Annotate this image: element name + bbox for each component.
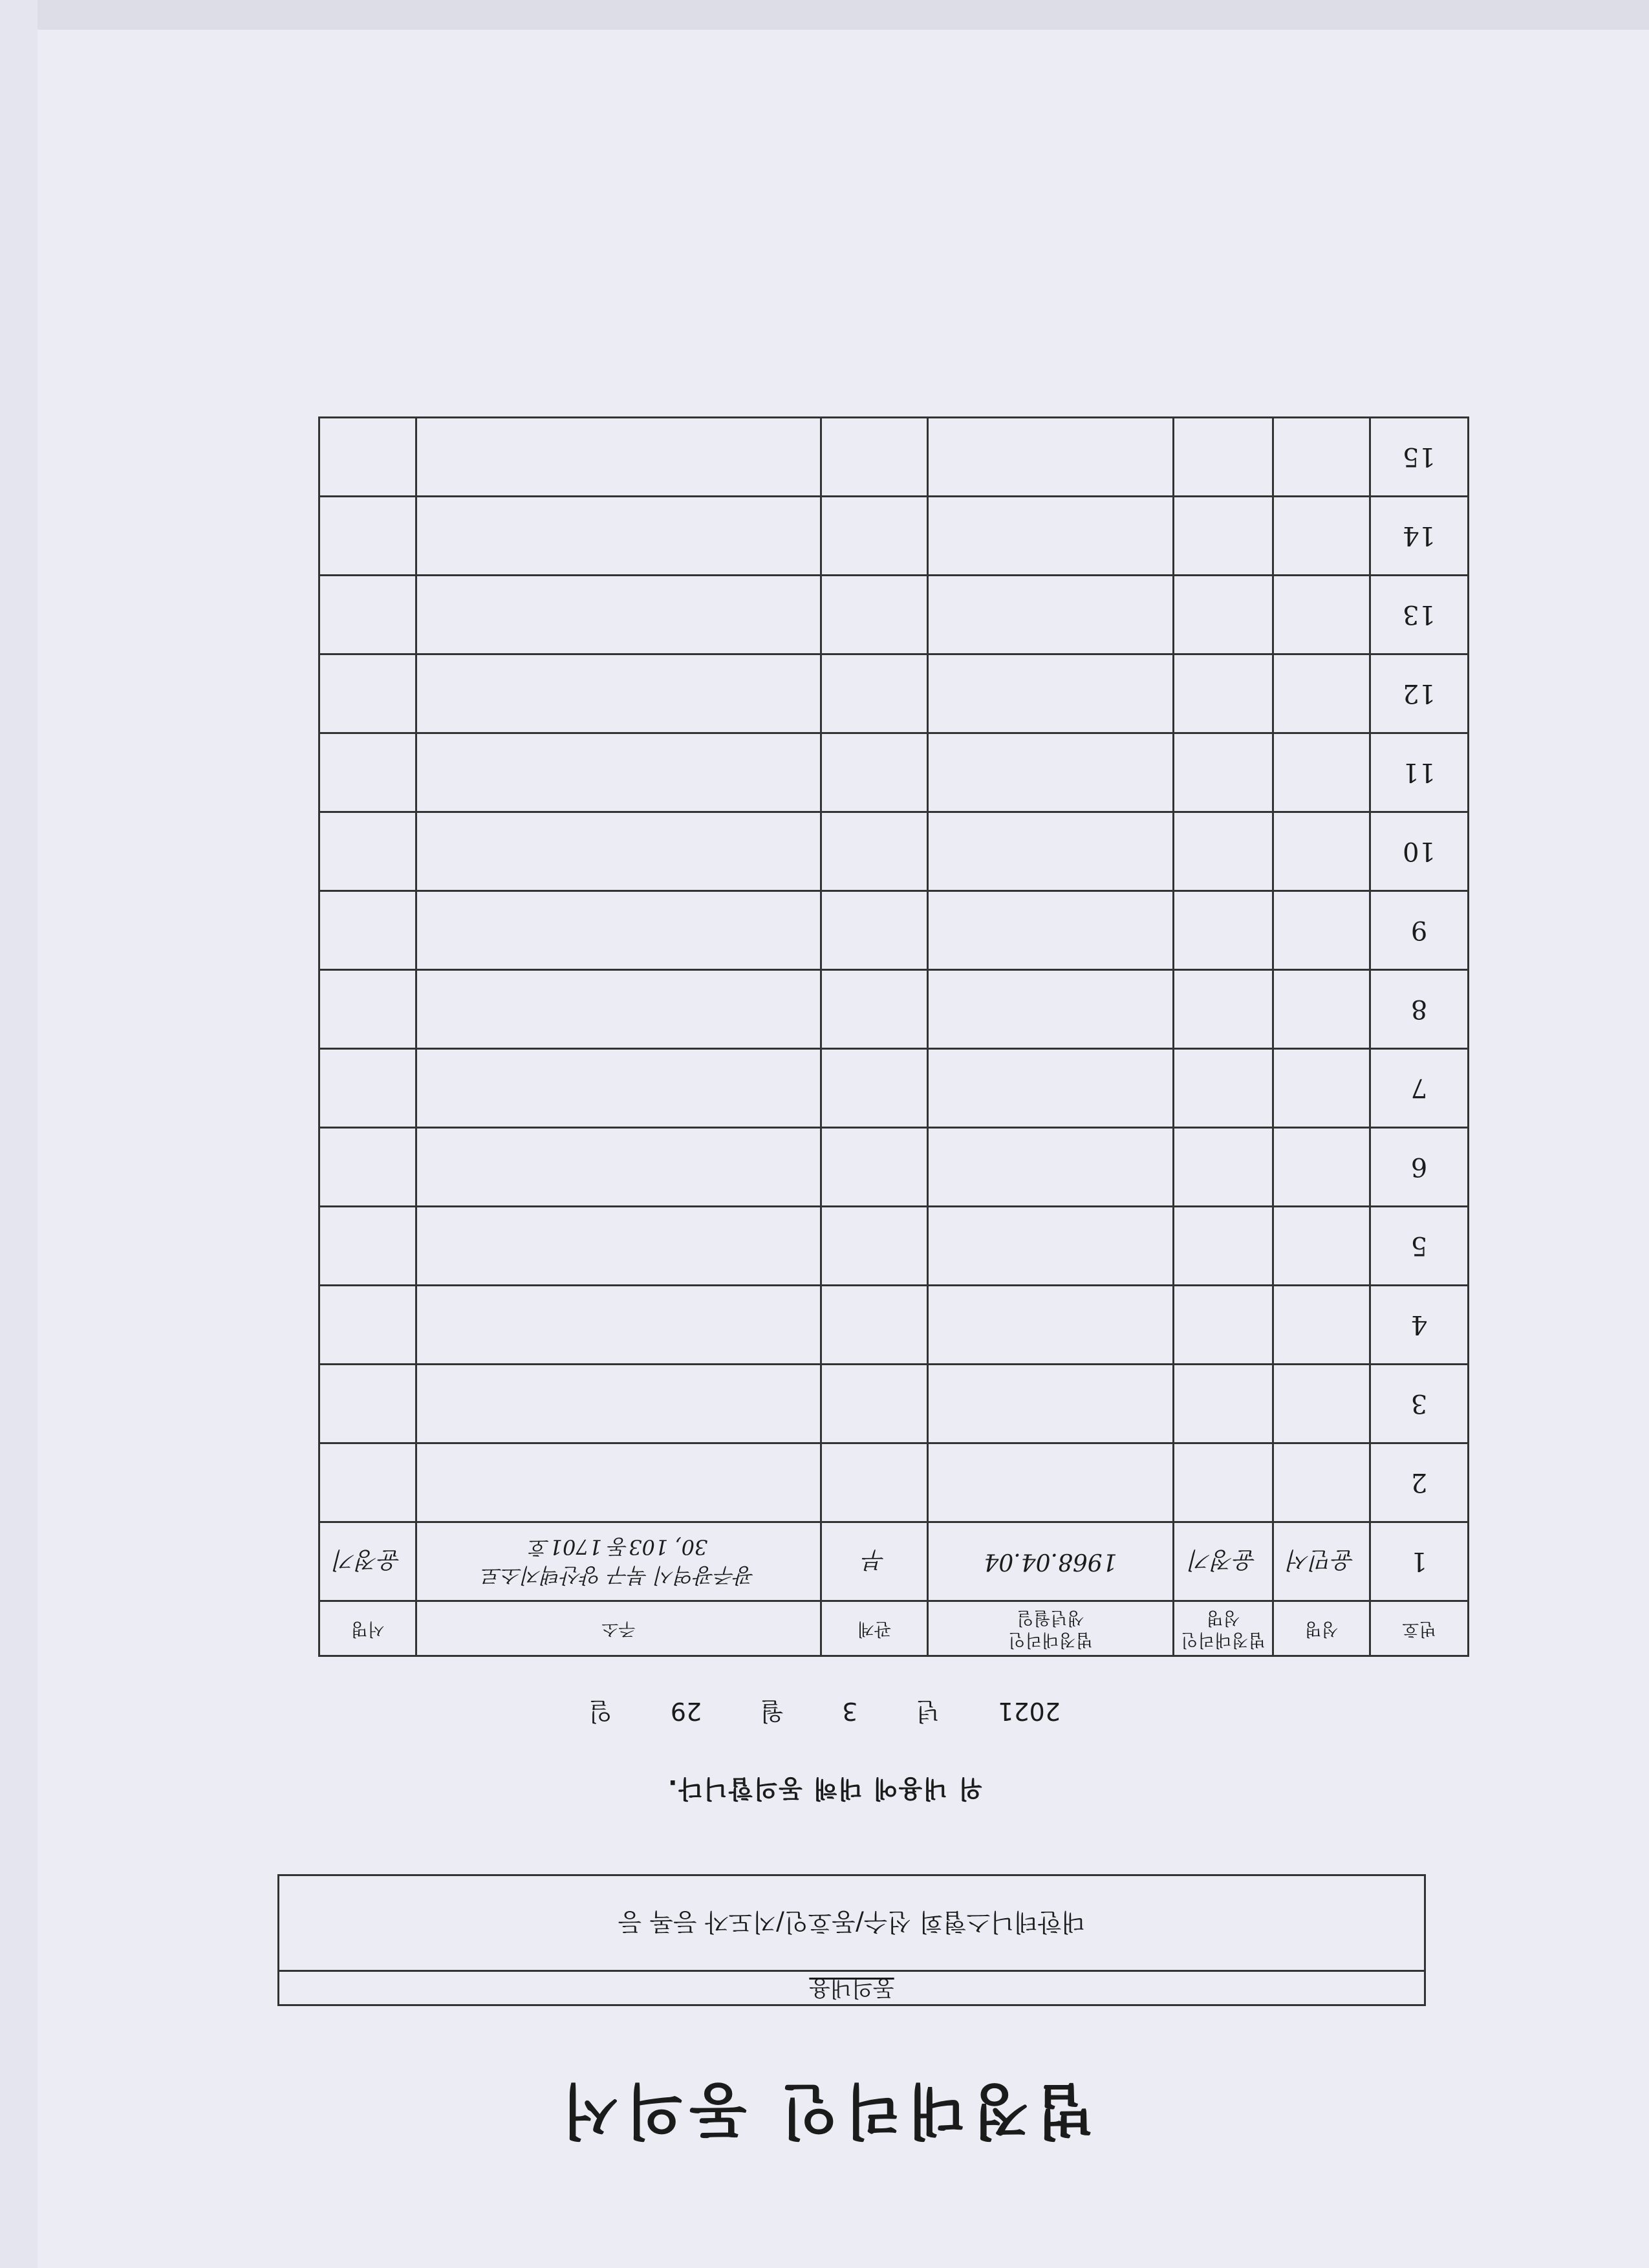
cell-guardian-birth (928, 1443, 1174, 1522)
cell-relation (821, 1049, 928, 1128)
cell-address (416, 891, 821, 970)
cell-relation (821, 1365, 928, 1443)
cell-signature (319, 497, 416, 576)
cell-name (1273, 1365, 1370, 1443)
cell-guardian-name (1174, 970, 1273, 1049)
cell-name (1273, 1443, 1370, 1522)
cell-no: 6 (1370, 1128, 1469, 1207)
cell-name (1273, 1128, 1370, 1207)
cell-guardian-birth (928, 654, 1174, 733)
cell-guardian-birth (928, 733, 1174, 812)
cell-guardian-name (1174, 891, 1273, 970)
cell-relation (821, 418, 928, 497)
cell-name (1273, 418, 1370, 497)
cell-address (416, 970, 821, 1049)
table-row (319, 1049, 1469, 1128)
cell-guardian-name (1174, 1443, 1273, 1522)
cell-signature (319, 576, 416, 654)
cell-guardian-name (1174, 654, 1273, 733)
address-line-2: 30, 103동 1701호 (529, 1535, 708, 1560)
cell-signature (319, 1286, 416, 1365)
table-row (319, 1207, 1469, 1286)
cell-address (416, 497, 821, 576)
cell-address (416, 1522, 821, 1601)
cell-address (416, 654, 821, 733)
cell-guardian-birth (928, 1286, 1174, 1365)
cell-address (416, 1365, 821, 1443)
cell-address (416, 1207, 821, 1286)
cell-address (416, 733, 821, 812)
cell-guardian-name (1174, 497, 1273, 576)
header-relation: 관계 (821, 1601, 928, 1656)
cell-relation (821, 891, 928, 970)
cell-relation (821, 654, 928, 733)
header-signature: 서명 (319, 1601, 416, 1656)
cell-name (1273, 1049, 1370, 1128)
cell-name (1273, 497, 1370, 576)
cell-guardian-name (1174, 1286, 1273, 1365)
cell-guardian-name (1174, 812, 1273, 891)
cell-guardian-name (1174, 1207, 1273, 1286)
cell-name (1273, 1286, 1370, 1365)
cell-relation (821, 497, 928, 576)
cell-relation (821, 576, 928, 654)
cell-guardian-name (1174, 576, 1273, 654)
cell-signature (319, 1443, 416, 1522)
cell-no: 14 (1370, 497, 1469, 576)
cell-no: 3 (1370, 1365, 1469, 1443)
date-year: 2021 (998, 1697, 1061, 1725)
cell-relation (821, 970, 928, 1049)
date-month-unit: 월 (760, 1697, 784, 1725)
cell-name (1273, 576, 1370, 654)
cell-guardian-birth (928, 1365, 1174, 1443)
table-row (319, 576, 1469, 654)
header-address: 주소 (416, 1601, 821, 1656)
cell-guardian-birth (928, 891, 1174, 970)
table-row (319, 418, 1469, 497)
cell-signature (319, 733, 416, 812)
consent-heading (279, 1970, 1424, 2004)
cell-guardian-name (1174, 1128, 1273, 1207)
table-row (319, 970, 1469, 1049)
table-row (319, 497, 1469, 576)
cell-address (416, 1286, 821, 1365)
cell-signature: 윤정기 (319, 1522, 416, 1601)
table-row (319, 654, 1469, 733)
cell-guardian-birth (928, 970, 1174, 1049)
cell-no: 10 (1370, 812, 1469, 891)
cell-address (416, 812, 821, 891)
cell-no: 9 (1370, 891, 1469, 970)
table-row (319, 1128, 1469, 1207)
cell-relation: 부 (821, 1522, 928, 1601)
cell-name (1273, 970, 1370, 1049)
cell-relation (821, 733, 928, 812)
member-table (318, 416, 1469, 1657)
cell-signature (319, 970, 416, 1049)
cell-guardian-birth (928, 812, 1174, 891)
date-day-unit: 일 (588, 1697, 612, 1725)
table-row (319, 1443, 1469, 1522)
cell-guardian-name (1174, 733, 1273, 812)
cell-name (1273, 891, 1370, 970)
table-row (319, 733, 1469, 812)
signing-date (0, 1696, 1649, 1731)
table-row (319, 1522, 1469, 1601)
cell-no: 11 (1370, 733, 1469, 812)
table-row (319, 1286, 1469, 1365)
date-day: 29 (670, 1697, 702, 1725)
cell-guardian-name (1174, 418, 1273, 497)
header-name: 성명 (1273, 1601, 1370, 1656)
agreement-statement: 위 내용에 대해 동의합니다. (667, 1775, 982, 1803)
date-year-unit: 년 (916, 1697, 940, 1725)
cell-no: 1 (1370, 1522, 1469, 1601)
consent-heading-text: 동의내용 (809, 1975, 894, 2001)
cell-address (416, 576, 821, 654)
date-month: 3 (842, 1697, 858, 1725)
cell-signature (319, 812, 416, 891)
consent-box (277, 1874, 1426, 2006)
cell-no: 15 (1370, 418, 1469, 497)
cell-guardian-birth (928, 1128, 1174, 1207)
cell-name (1273, 654, 1370, 733)
cell-name (1273, 733, 1370, 812)
cell-signature (319, 1365, 416, 1443)
cell-signature (319, 654, 416, 733)
cell-guardian-birth (928, 1207, 1174, 1286)
address-line-1: 광주광역시 북구 양산택지소로 (482, 1563, 755, 1588)
cell-signature (319, 418, 416, 497)
cell-no: 2 (1370, 1443, 1469, 1522)
cell-name: 윤민서 (1273, 1522, 1370, 1601)
header-guardian-birth: 법정대리인 생년월일 (928, 1601, 1174, 1656)
cell-no: 7 (1370, 1049, 1469, 1128)
header-guardian-name: 법정대리인 성명 (1174, 1601, 1273, 1656)
cell-address (416, 1049, 821, 1128)
table-row (319, 1365, 1469, 1443)
cell-guardian-birth: 1968.04.04 (928, 1522, 1174, 1601)
cell-no: 8 (1370, 970, 1469, 1049)
cell-guardian-birth (928, 1049, 1174, 1128)
cell-no: 4 (1370, 1286, 1469, 1365)
cell-relation (821, 1128, 928, 1207)
cell-signature (319, 1207, 416, 1286)
cell-guardian-birth (928, 576, 1174, 654)
table-row (319, 812, 1469, 891)
cell-guardian-birth (928, 418, 1174, 497)
cell-name (1273, 812, 1370, 891)
cell-no: 12 (1370, 654, 1469, 733)
table-row (319, 891, 1469, 970)
cell-signature (319, 891, 416, 970)
document-title: 법정대리인 동의서 (555, 2076, 1094, 2146)
cell-address (416, 418, 821, 497)
table-header-row (319, 1601, 1469, 1656)
cell-guardian-name: 윤정기 (1174, 1522, 1273, 1601)
header-no: 번호 (1370, 1601, 1469, 1656)
cell-address (416, 1128, 821, 1207)
consent-content: 대한테니스협회 선수/동호인/지도자 등록 등 (618, 1908, 1086, 1936)
cell-relation (821, 1207, 928, 1286)
cell-relation (821, 1443, 928, 1522)
cell-relation (821, 812, 928, 891)
cell-signature (319, 1049, 416, 1128)
cell-no: 5 (1370, 1207, 1469, 1286)
cell-guardian-birth (928, 497, 1174, 576)
cell-address (416, 1443, 821, 1522)
cell-name (1273, 1207, 1370, 1286)
cell-no: 13 (1370, 576, 1469, 654)
cell-signature (319, 1128, 416, 1207)
cell-relation (821, 1286, 928, 1365)
cell-guardian-name (1174, 1365, 1273, 1443)
cell-guardian-name (1174, 1049, 1273, 1128)
